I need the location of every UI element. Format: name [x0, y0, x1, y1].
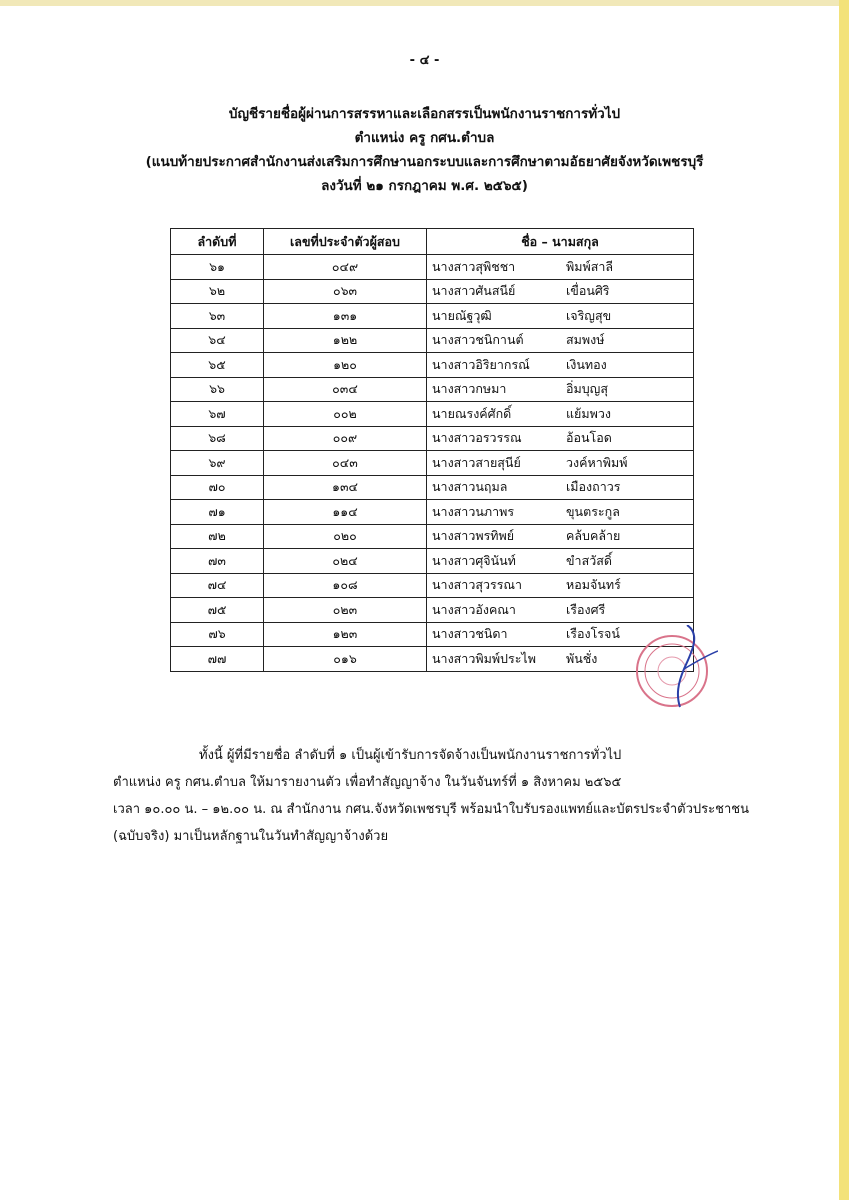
last-name: คล้บคล้าย	[566, 528, 621, 544]
first-name: นางสาวพิมพ์ประไพ	[432, 650, 536, 666]
table-row	[171, 426, 694, 451]
closing-paragraph	[113, 742, 749, 850]
cell-exam-id: ๑๓๑	[264, 304, 427, 329]
cell-name	[427, 377, 694, 402]
first-name: นางสาวอังคณา	[432, 601, 516, 617]
last-name: แย้มพวง	[566, 405, 611, 421]
cell-order: ๖๖	[171, 377, 264, 402]
cell-exam-id: ๑๒๓	[264, 622, 427, 647]
cell-exam-id: ๐๒๐	[264, 524, 427, 549]
cell-order: ๖๘	[171, 426, 264, 451]
title-line-2: ตำแหน่ง ครู กศน.ตำบล	[354, 130, 495, 146]
cell-exam-id: ๐๔๙	[264, 255, 427, 280]
cell-exam-id: ๐๐๙	[264, 426, 427, 451]
last-name: อ้อนโอด	[566, 430, 612, 446]
table-row	[171, 328, 694, 353]
last-name: อิ่มบุญสุ	[566, 381, 608, 397]
first-name: นางสาวชนิดา	[432, 626, 508, 642]
cell-order: ๖๗	[171, 402, 264, 427]
first-name: นางสาวกษมา	[432, 381, 507, 397]
first-name: นายณัฐวุฒิ	[432, 307, 492, 323]
last-name: เขื่อนศิริ	[566, 283, 610, 299]
cell-name	[427, 647, 694, 672]
cell-name	[427, 549, 694, 574]
table-row	[171, 524, 694, 549]
cell-name	[427, 598, 694, 623]
header-name: ชื่อ – นามสกุล	[427, 229, 694, 255]
cell-name	[427, 426, 694, 451]
cell-order: ๗๗	[171, 647, 264, 672]
cell-exam-id: ๐๔๓	[264, 451, 427, 476]
first-name: นางสาวพรทิพย์	[432, 528, 515, 544]
cell-order: ๖๒	[171, 279, 264, 304]
cell-exam-id: ๐๑๖	[264, 647, 427, 672]
cell-exam-id: ๐๓๔	[264, 377, 427, 402]
paragraph-line-4: (ฉบับจริง) มาเป็นหลักฐานในวันทำสัญญาจ้างด้วย	[113, 829, 389, 844]
page-number: - ๔ -	[409, 53, 440, 68]
table-row	[171, 353, 694, 378]
cell-exam-id: ๑๒๐	[264, 353, 427, 378]
cell-name	[427, 500, 694, 525]
title-line-3: (แนบท้ายประกาศสำนักงานส่งเสริมการศึกษานอกระบบและการศึกษาตามอัธยาศัยจังหวัดเพชรบุรี	[145, 154, 704, 170]
cell-name	[427, 255, 694, 280]
cell-exam-id: ๐๒๔	[264, 549, 427, 574]
cell-name	[427, 304, 694, 329]
cell-order: ๗๔	[171, 573, 264, 598]
cell-name	[427, 524, 694, 549]
cell-order: ๗๓	[171, 549, 264, 574]
cell-order: ๖๓	[171, 304, 264, 329]
table-row	[171, 549, 694, 574]
cell-name	[427, 402, 694, 427]
paragraph-line-1: ทั้งนี้ ผู้ที่มีรายชื่อ ลำดับที่ ๑ เป็นผู้เข้ารับการจัดจ้างเป็นพนักงานราชการทั่วไป	[199, 748, 622, 763]
first-name: นางสาวสุวรรณา	[432, 577, 523, 593]
last-name: เงินทอง	[566, 356, 607, 372]
last-name: หอมจันทร์	[566, 577, 621, 593]
last-name: เจริญสุข	[566, 307, 612, 323]
table-row	[171, 279, 694, 304]
cell-order: ๗๐	[171, 475, 264, 500]
last-name: วงค์หาพิมพ์	[566, 454, 628, 470]
cell-name	[427, 451, 694, 476]
document-title	[0, 102, 849, 198]
cell-name	[427, 279, 694, 304]
first-name: นางสาวชนิกานต์	[432, 332, 524, 348]
table-row	[171, 402, 694, 427]
first-name: นางสาวนภาพร	[432, 503, 515, 519]
last-name: สมพงษ์	[566, 332, 605, 348]
first-name: นางสาวสุพิชชา	[432, 258, 516, 274]
paragraph-line-3: เวลา ๑๐.๐๐ น. – ๑๒.๐๐ น. ณ สำนักงาน กศน.จังหวัดเพชรบุรี พร้อมนำใบรับรองแพทย์และบัตรประจำตัวประชาชน	[113, 802, 749, 817]
cell-exam-id: ๐๒๓	[264, 598, 427, 623]
cell-exam-id: ๑๒๒	[264, 328, 427, 353]
last-name: เมืองถาวร	[566, 479, 621, 495]
last-name: ขุนตระกูล	[566, 503, 620, 519]
table-row	[171, 500, 694, 525]
table-header-row	[171, 229, 694, 255]
first-name: นางสาวสายสุนีย์	[432, 454, 521, 470]
cell-order: ๗๕	[171, 598, 264, 623]
table-row	[171, 647, 694, 672]
cell-name	[427, 475, 694, 500]
cell-exam-id: ๐๖๓	[264, 279, 427, 304]
candidate-table	[170, 228, 694, 672]
cell-exam-id: ๑๓๔	[264, 475, 427, 500]
first-name: นางสาวอรวรรณ	[432, 430, 522, 446]
cell-order: ๗๑	[171, 500, 264, 525]
cell-order: ๗๖	[171, 622, 264, 647]
last-name: พิมพ์สาลี	[566, 258, 614, 274]
title-line-1: บัญชีรายชื่อผู้ผ่านการสรรหาและเลือกสรรเป็นพนักงานราชการทั่วไป	[228, 106, 621, 122]
first-name: นายณรงค์ศักดิ์	[432, 405, 512, 421]
cell-name	[427, 328, 694, 353]
last-name: พันชั่ง	[566, 650, 598, 666]
table-row	[171, 475, 694, 500]
first-name: นางสาวศันสนีย์	[432, 283, 516, 299]
cell-order: ๖๙	[171, 451, 264, 476]
cell-exam-id: ๑๑๔	[264, 500, 427, 525]
table-row	[171, 377, 694, 402]
table-row	[171, 304, 694, 329]
first-name: นางสาวอิริยากรณ์	[432, 356, 530, 372]
cell-name	[427, 353, 694, 378]
cell-name	[427, 573, 694, 598]
title-line-4: ลงวันที่ ๒๑ กรกฎาคม พ.ศ. ๒๕๖๕)	[321, 178, 528, 194]
last-name: เรืองศรี	[566, 601, 606, 617]
cell-name	[427, 622, 694, 647]
cell-exam-id: ๑๐๘	[264, 573, 427, 598]
table-row	[171, 622, 694, 647]
cell-order: ๖๔	[171, 328, 264, 353]
table-row	[171, 598, 694, 623]
first-name: นางสาวศุจินันท์	[432, 552, 516, 568]
cell-order: ๗๒	[171, 524, 264, 549]
cell-exam-id: ๐๐๒	[264, 402, 427, 427]
table-row	[171, 255, 694, 280]
scan-edge-top	[0, 0, 849, 6]
table-body	[171, 255, 694, 672]
header-order: ลำดับที่	[171, 229, 264, 255]
cell-order: ๖๑	[171, 255, 264, 280]
first-name: นางสาวนฤมล	[432, 479, 508, 495]
table-row	[171, 451, 694, 476]
header-exam-id: เลขที่ประจำตัวผู้สอบ	[264, 229, 427, 255]
last-name: ขำสวัสดิ์	[566, 552, 612, 568]
table-row	[171, 573, 694, 598]
last-name: เรืองโรจน์	[566, 626, 620, 642]
paragraph-line-2: ตำแหน่ง ครู กศน.ตำบล ให้มารายงานตัว เพื่อทำสัญญาจ้าง ในวันจันทร์ที่ ๑ สิงหาคม ๒๕๖๕	[113, 775, 622, 790]
cell-order: ๖๕	[171, 353, 264, 378]
